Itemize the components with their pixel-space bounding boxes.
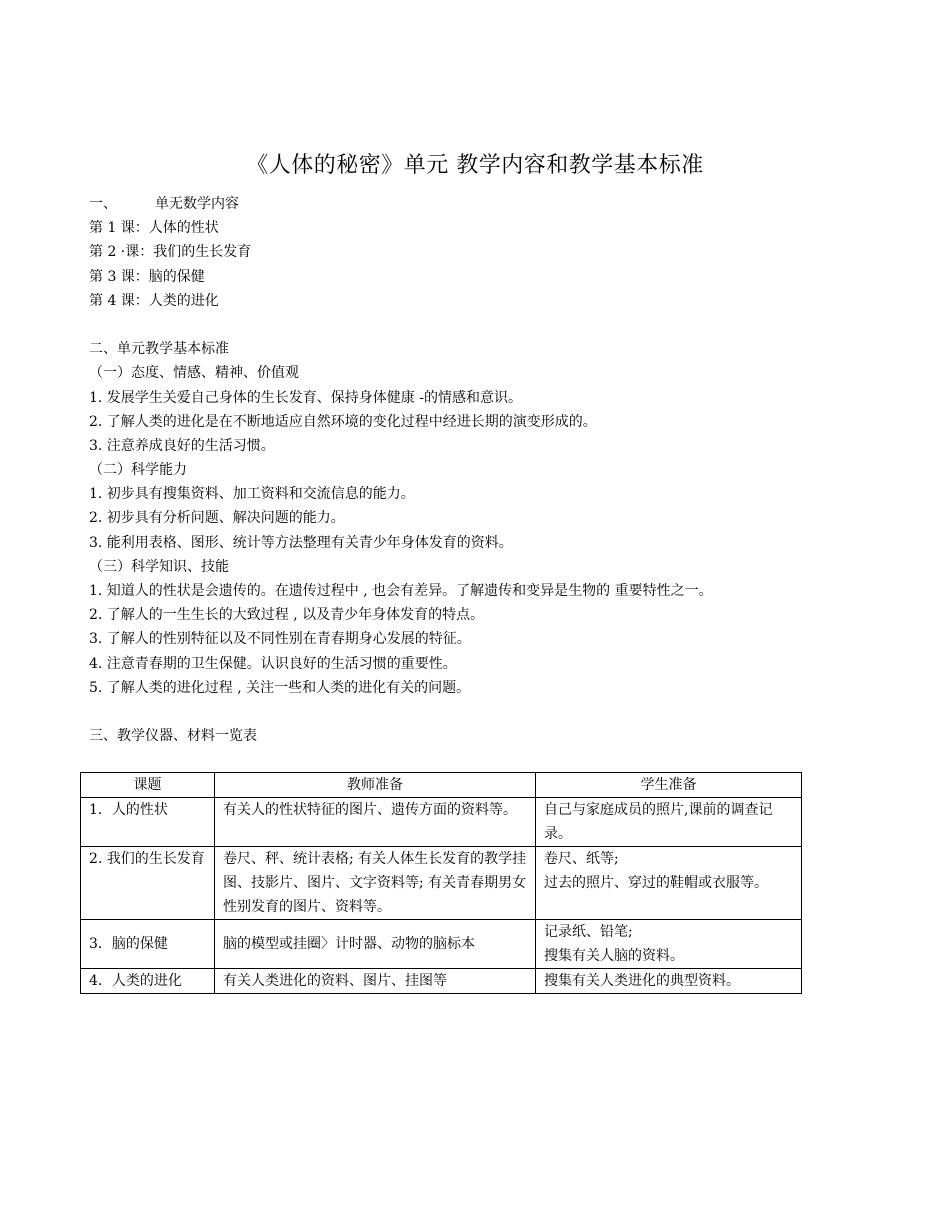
subsection-heading: （三）科学知识、技能 (89, 558, 229, 575)
table-header-row (81, 773, 802, 798)
section-2-heading: 二、单元教学基本标准 (89, 341, 229, 358)
section-3-heading: 三、教学仪器、材料一览表 (89, 728, 257, 745)
standard-item: 2. 了解人类的进化是在不断地适应自然环境的变化过程中经进长期的演变形成的。 (89, 413, 597, 430)
section-1-number: 一、 (89, 196, 117, 212)
document-body (89, 192, 889, 748)
cell-topic: 2. 我们的生长发育 (81, 847, 215, 920)
table-row (81, 847, 802, 920)
standard-item: 3. 注意养成良好的生活习惯。 (89, 437, 275, 454)
cell-student (536, 847, 802, 920)
subsection-heading: （二）科学能力 (89, 462, 187, 479)
table-row (81, 920, 802, 969)
standard-item: 1. 发展学生关爱自己身体的生长发育、保持身体健康 -的情感和意识。 (89, 389, 522, 406)
cell-topic: 3．脑的保健 (81, 920, 215, 969)
student-line: 自己与家庭成员的照片,课前的调查记录。 (544, 802, 773, 842)
header-teacher: 教师准备 (215, 773, 536, 798)
document-title: 《人体的秘密》单元 教学内容和教学基本标准 (246, 153, 704, 178)
standard-item: 3. 了解人的性别特征以及不同性别在青春期身心发展的特征。 (89, 631, 471, 648)
lesson-item: 第 2 ·课：我们的生长发育 (89, 244, 252, 261)
header-student: 学生准备 (536, 773, 802, 798)
cell-teacher: 卷尺、秤、统计表格; 有关人体生长发育的教学挂图、技影片、图片、文字资料等; 有关青春期男女性别发育的图片、资料等。 (215, 847, 536, 920)
cell-teacher: 有关人类进化的资料、图片、挂图等 (215, 969, 536, 994)
cell-teacher: 脑的模型或挂圈〉计时器、动物的脑标本 (215, 920, 536, 969)
student-line: 搜集有关人脑的资料。 (544, 948, 684, 964)
spacer (89, 313, 889, 337)
standard-item: 2. 了解人的一生生长的大致过程 , 以及青少年身体发育的特点。 (89, 607, 485, 624)
cell-topic: 1．人的性状 (81, 798, 215, 847)
student-line: 过去的照片、穿过的鞋帽或衣服等。 (544, 875, 768, 891)
table-row (81, 798, 802, 847)
standard-item: 5. 了解人类的进化过程 , 关注一些和人类的进化有关的问题。 (89, 679, 471, 696)
subsection-heading: （一）态度、情感、精神、价值观 (89, 365, 299, 382)
cell-student (536, 920, 802, 969)
lesson-item: 第 4 课：人类的进化 (89, 292, 219, 309)
cell-teacher: 有关人的性状特征的图片、遗传方面的资料等。 (215, 798, 536, 847)
lesson-item: 第 3 课：脑的保健 (89, 268, 205, 285)
materials-table (80, 772, 802, 994)
student-line: 记录纸、铅笔; (544, 924, 633, 940)
student-line: 卷尺、纸等; (544, 851, 619, 867)
cell-student (536, 969, 802, 994)
header-topic: 课题 (81, 773, 215, 798)
spacer (89, 700, 889, 724)
table-row (81, 969, 802, 994)
standard-item: 1. 知道人的性状是会遗传的。在遗传过程中 , 也会有差异。了解遗传和变异是生物的 重要特性之一。 (89, 583, 713, 599)
cell-student (536, 798, 802, 847)
student-line: 搜集有关人类进化的典型资料。 (544, 973, 740, 989)
standard-item: 2. 初步具有分析问题、解决问题的能力。 (89, 510, 345, 527)
standard-item: 4. 注意青春期的卫生保健。认识良好的生活习惯的重要性。 (89, 655, 457, 672)
cell-topic: 4．人类的进化 (81, 969, 215, 994)
standard-item: 3. 能利用表格、图形、统计等方法整理有关青少年身体发育的资料。 (89, 534, 513, 551)
lesson-item: 第 1 课：人体的性状 (89, 220, 219, 237)
standard-item: 1. 初步具有搜集资料、加工资料和交流信息的能力。 (89, 486, 415, 503)
section-1-heading (89, 192, 889, 216)
section-1-title: 单无数学内容 (155, 196, 239, 212)
